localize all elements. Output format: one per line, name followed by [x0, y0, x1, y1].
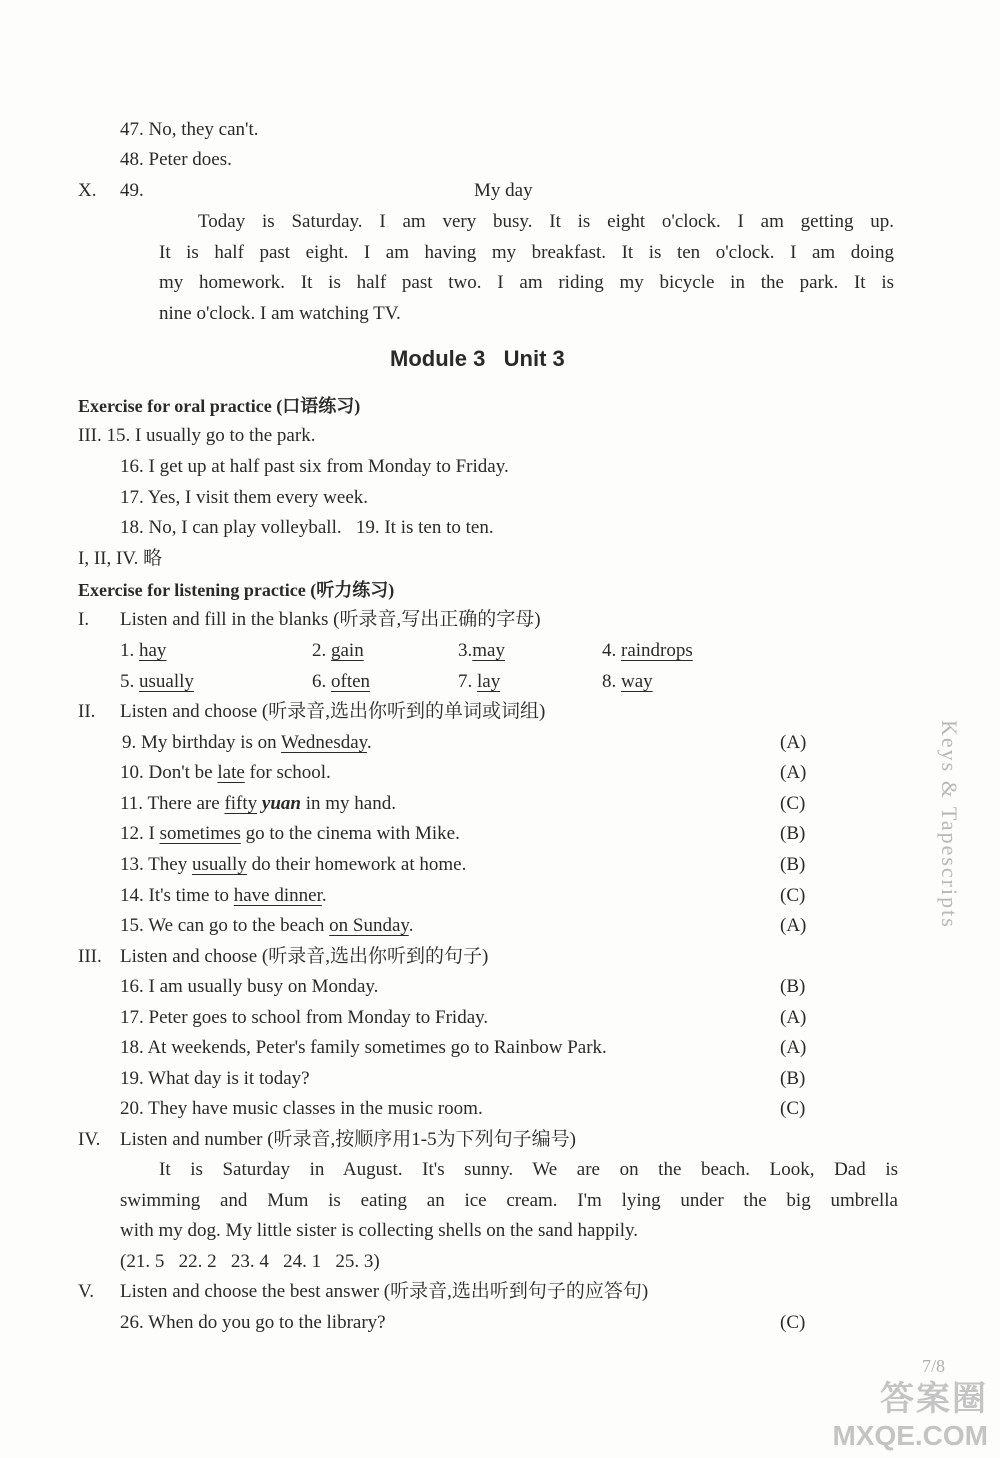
- blank-item-1: 1. hay: [120, 640, 167, 661]
- listening-s1-label: I.: [78, 609, 90, 630]
- listening-s2-instruction: Listen and choose (听录音,选出你听到的单词或词组): [120, 701, 546, 722]
- blank-item-5: 5. usually: [120, 671, 194, 692]
- blank-item-7: 7. lay: [458, 671, 501, 692]
- choose-item-12: 12. I sometimes go to the cinema with Mike.: [120, 823, 460, 844]
- side-running-title: Keys & Tapescripts: [937, 720, 962, 929]
- number-passage-line-1: It is Saturday in August. It's sunny. We are on the beach. Look, Dad is: [159, 1159, 898, 1180]
- sentence-answer-20: (C): [780, 1098, 806, 1119]
- watermark-domain: MXQE.COM: [832, 1420, 988, 1451]
- sentence-answer-19: (B): [780, 1068, 806, 1089]
- listening-s4-instruction: Listen and number (听录音,按顺序用1-5为下列句子编号): [120, 1129, 576, 1150]
- listening-s3-instruction: Listen and choose (听录音,选出你听到的句子): [120, 946, 489, 967]
- oral-practice-title: Exercise for oral practice (口语练习): [78, 396, 361, 416]
- sentence-item-16: 16. I am usually busy on Monday.: [120, 976, 379, 997]
- module-heading: Module 3 Unit 3: [390, 346, 565, 371]
- sentence-answer-17: (A): [780, 1007, 807, 1028]
- choose-answer-11: (C): [780, 793, 806, 814]
- essay-title: My day: [474, 180, 533, 201]
- answer-49-number: 49.: [120, 180, 144, 201]
- essay-line-3: my homework. It is half past two. I am riding my bicycle in the park. It is: [159, 272, 894, 293]
- page-number: 7/8: [922, 1356, 946, 1376]
- watermark-logo: [832, 1371, 988, 1452]
- blank-item-3: 3.may: [458, 640, 505, 661]
- listening-practice-title: Exercise for listening practice (听力练习): [78, 580, 395, 600]
- sentence-answer-16: (B): [780, 976, 806, 997]
- number-passage-line-2: swimming and Mum is eating an ice cream. I'm lying under the big umbrella: [120, 1190, 898, 1211]
- answer-48: 48. Peter does.: [120, 149, 232, 170]
- blank-item-8: 8. way: [602, 671, 653, 692]
- oral-answer-17: 17. Yes, I visit them every week.: [120, 487, 369, 508]
- choose-answer-15: (A): [780, 915, 807, 936]
- listening-s2-label: II.: [78, 701, 96, 722]
- choose-answer-9: (A): [780, 732, 807, 753]
- sentence-item-19: 19. What day is it today?: [120, 1068, 310, 1089]
- listening-s5-label: V.: [78, 1281, 95, 1302]
- choose-item-15: 15. We can go to the beach on Sunday.: [120, 915, 414, 936]
- oral-answer-15: III. 15. I usually go to the park.: [78, 425, 316, 446]
- choose-answer-13: (B): [780, 854, 806, 875]
- number-passage-line-3: with my dog. My little sister is collecting shells on the sand happily.: [120, 1220, 639, 1241]
- blank-item-4: 4. raindrops: [602, 640, 693, 661]
- sentence-item-17: 17. Peter goes to school from Monday to Friday.: [120, 1007, 489, 1028]
- choose-item-13: 13. They usually do their homework at home.: [120, 854, 467, 875]
- answer-47: 47. No, they can't.: [120, 119, 259, 140]
- essay-line-4: nine o'clock. I am watching TV.: [159, 303, 401, 324]
- choose-answer-10: (A): [780, 762, 807, 783]
- listening-s1-instruction: Listen and fill in the blanks (听录音,写出正确的字母): [120, 609, 541, 630]
- watermark-cn: 答案圈: [880, 1380, 988, 1418]
- choose-answer-14: (C): [780, 885, 806, 906]
- choose-item-10: 10. Don't be late for school.: [120, 762, 331, 783]
- oral-other-answers: I, II, IV. 略: [78, 548, 163, 569]
- number-answer-key: (21. 5 22. 2 23. 4 24. 1 25. 3): [120, 1251, 380, 1272]
- blank-item-2: 2. gain: [312, 640, 364, 661]
- choose-item-11: 11. There are fifty yuan in my hand.: [120, 793, 396, 814]
- choose-answer-12: (B): [780, 823, 806, 844]
- listening-s4-label: IV.: [78, 1129, 101, 1150]
- sentence-item-18: 18. At weekends, Peter's family sometimes go to Rainbow Park.: [120, 1037, 607, 1058]
- oral-answer-16: 16. I get up at half past six from Monday to Friday.: [120, 456, 509, 477]
- sentence-item-20: 20. They have music classes in the music room.: [120, 1098, 483, 1119]
- listening-s3-label: III.: [78, 946, 102, 967]
- response-answer-26: (C): [780, 1312, 806, 1333]
- oral-answer-18-19: 18. No, I can play volleyball. 19. It is ten to ten.: [120, 517, 494, 538]
- essay-line-2: It is half past eight. I am having my breakfast. It is ten o'clock. I am doing: [159, 242, 894, 263]
- response-item-26: 26. When do you go to the library?: [120, 1312, 386, 1333]
- essay-line-1: Today is Saturday. I am very busy. It is eight o'clock. I am getting up.: [198, 211, 894, 232]
- sentence-answer-18: (A): [780, 1037, 807, 1058]
- choose-item-9: 9. My birthday is on Wednesday.: [122, 732, 372, 753]
- listening-s5-instruction: Listen and choose the best answer (听录音,选出听到句子的应答句): [120, 1281, 649, 1302]
- section-x-label: X.: [78, 180, 97, 201]
- choose-item-14: 14. It's time to have dinner.: [120, 885, 327, 906]
- blank-item-6: 6. often: [312, 671, 371, 692]
